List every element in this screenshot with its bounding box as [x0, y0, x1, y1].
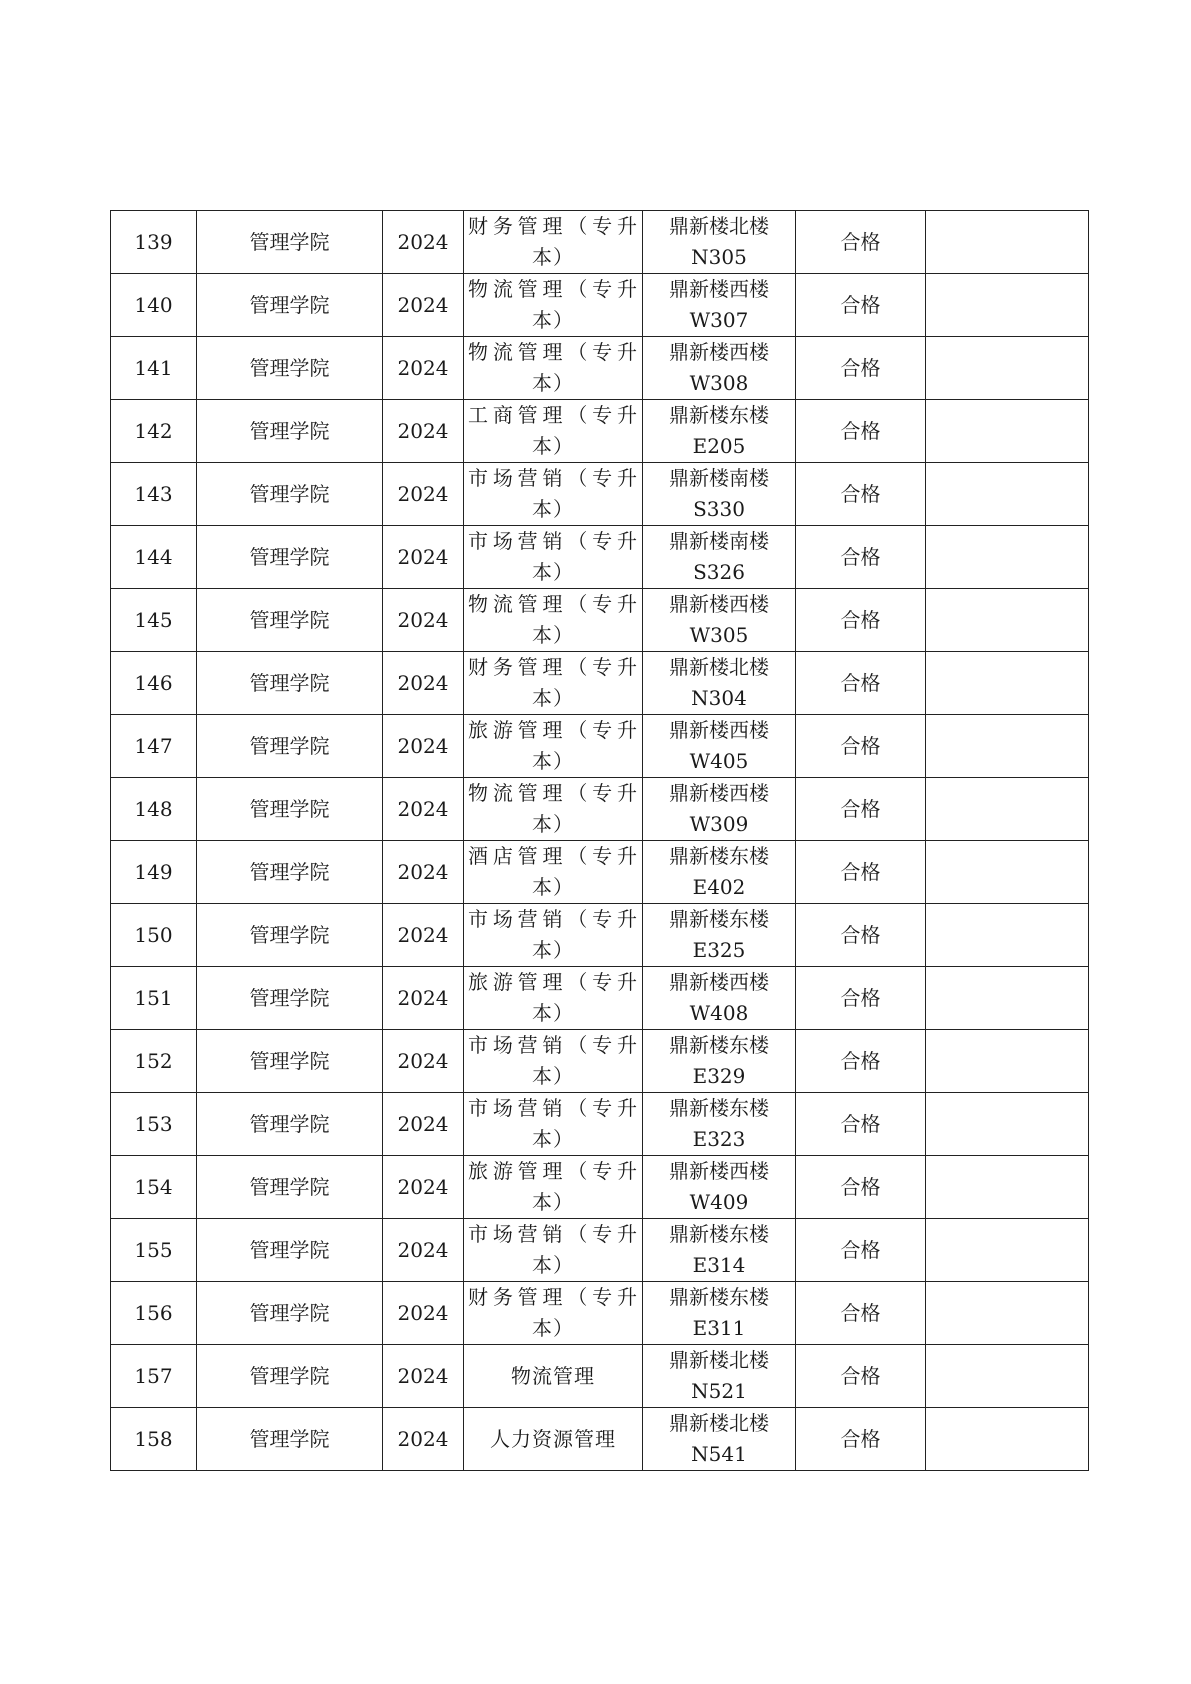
cell-location [643, 1156, 796, 1219]
cell-note [926, 841, 1089, 904]
cell-major [464, 778, 643, 841]
cell-major [464, 1030, 643, 1093]
cell-result: 合格 [796, 715, 926, 778]
cell-result: 合格 [796, 652, 926, 715]
cell-note [926, 1030, 1089, 1093]
cell-number: 158 [111, 1408, 197, 1471]
table-row [111, 841, 1089, 904]
cell-note [926, 715, 1089, 778]
cell-college: 管理学院 [197, 1282, 383, 1345]
cell-location [643, 1219, 796, 1282]
major-text: 财务管理（专升本） [468, 655, 638, 710]
building-name: 鼎新楼北楼 [669, 214, 769, 238]
table-row [111, 1093, 1089, 1156]
cell-major [464, 463, 643, 526]
table-row [111, 337, 1089, 400]
cell-note [926, 589, 1089, 652]
cell-college: 管理学院 [197, 463, 383, 526]
major-text: 物流管理（专升本） [468, 592, 638, 647]
cell-major [464, 1093, 643, 1156]
cell-major [464, 1408, 643, 1471]
table-body [111, 211, 1089, 1471]
cell-college: 管理学院 [197, 1156, 383, 1219]
cell-college: 管理学院 [197, 337, 383, 400]
room-number: W307 [689, 308, 749, 332]
cell-result: 合格 [796, 337, 926, 400]
cell-number: 157 [111, 1345, 197, 1408]
cell-number: 155 [111, 1219, 197, 1282]
building-name: 鼎新楼东楼 [669, 1096, 769, 1120]
major-text: 物流管理（专升本） [468, 340, 638, 395]
building-name: 鼎新楼西楼 [669, 1159, 769, 1183]
cell-major [464, 526, 643, 589]
cell-result: 合格 [796, 400, 926, 463]
cell-number: 151 [111, 967, 197, 1030]
cell-location [643, 463, 796, 526]
cell-note [926, 274, 1089, 337]
cell-major [464, 211, 643, 274]
cell-number: 140 [111, 274, 197, 337]
room-number: W305 [689, 623, 749, 647]
major-text: 物流管理（专升本） [468, 277, 638, 332]
cell-location [643, 337, 796, 400]
major-text: 旅游管理（专升本） [468, 1159, 638, 1214]
cell-major [464, 589, 643, 652]
cell-location [643, 1282, 796, 1345]
cell-result: 合格 [796, 463, 926, 526]
cell-note [926, 1093, 1089, 1156]
cell-number: 154 [111, 1156, 197, 1219]
cell-note [926, 1156, 1089, 1219]
cell-number: 146 [111, 652, 197, 715]
major-text: 市场营销（专升本） [468, 1222, 638, 1277]
table-row [111, 1030, 1089, 1093]
building-name: 鼎新楼东楼 [669, 1285, 769, 1309]
building-name: 鼎新楼西楼 [669, 340, 769, 364]
building-name: 鼎新楼北楼 [669, 1411, 769, 1435]
table-row [111, 463, 1089, 526]
building-name: 鼎新楼西楼 [669, 277, 769, 301]
room-number: E402 [692, 875, 746, 899]
table-row [111, 1408, 1089, 1471]
cell-year: 2024 [383, 1030, 464, 1093]
cell-number: 156 [111, 1282, 197, 1345]
building-name: 鼎新楼西楼 [669, 718, 769, 742]
cell-location [643, 841, 796, 904]
cell-note [926, 400, 1089, 463]
cell-result: 合格 [796, 1219, 926, 1282]
cell-college: 管理学院 [197, 1408, 383, 1471]
cell-result: 合格 [796, 1345, 926, 1408]
cell-year: 2024 [383, 652, 464, 715]
cell-number: 144 [111, 526, 197, 589]
table-row [111, 1156, 1089, 1219]
cell-year: 2024 [383, 778, 464, 841]
room-number: N304 [691, 686, 747, 710]
room-number: E323 [692, 1127, 746, 1151]
room-number: S326 [693, 560, 745, 584]
cell-note [926, 778, 1089, 841]
room-number: W308 [689, 371, 749, 395]
cell-college: 管理学院 [197, 652, 383, 715]
cell-major [464, 1156, 643, 1219]
table-row [111, 967, 1089, 1030]
cell-year: 2024 [383, 274, 464, 337]
cell-result: 合格 [796, 1408, 926, 1471]
cell-number: 149 [111, 841, 197, 904]
cell-year: 2024 [383, 463, 464, 526]
table-row [111, 778, 1089, 841]
cell-note [926, 967, 1089, 1030]
cell-location [643, 967, 796, 1030]
cell-year: 2024 [383, 1219, 464, 1282]
room-number: E205 [692, 434, 746, 458]
cell-result: 合格 [796, 967, 926, 1030]
cell-result: 合格 [796, 526, 926, 589]
room-number: N305 [691, 245, 747, 269]
cell-location [643, 1030, 796, 1093]
room-number: E311 [692, 1316, 746, 1340]
cell-result: 合格 [796, 1156, 926, 1219]
major-text: 人力资源管理 [490, 1426, 616, 1451]
major-text: 市场营销（专升本） [468, 466, 638, 521]
major-text: 财务管理（专升本） [468, 214, 638, 269]
cell-location [643, 715, 796, 778]
cell-note [926, 526, 1089, 589]
cell-result: 合格 [796, 1093, 926, 1156]
cell-college: 管理学院 [197, 211, 383, 274]
room-number: E314 [692, 1253, 746, 1277]
cell-result: 合格 [796, 841, 926, 904]
building-name: 鼎新楼东楼 [669, 1033, 769, 1057]
cell-major [464, 1219, 643, 1282]
room-number: W409 [689, 1190, 749, 1214]
room-number: W408 [689, 1001, 749, 1025]
table-row [111, 1219, 1089, 1282]
room-number: S330 [693, 497, 745, 521]
cell-number: 147 [111, 715, 197, 778]
cell-year: 2024 [383, 1408, 464, 1471]
cell-result: 合格 [796, 589, 926, 652]
cell-major [464, 337, 643, 400]
cell-result: 合格 [796, 1282, 926, 1345]
room-number: N541 [691, 1442, 747, 1466]
room-number: W405 [689, 749, 749, 773]
cell-college: 管理学院 [197, 967, 383, 1030]
cell-number: 152 [111, 1030, 197, 1093]
cell-major [464, 274, 643, 337]
cell-year: 2024 [383, 1345, 464, 1408]
cell-number: 150 [111, 904, 197, 967]
building-name: 鼎新楼北楼 [669, 655, 769, 679]
table-row [111, 652, 1089, 715]
cell-college: 管理学院 [197, 274, 383, 337]
cell-location [643, 589, 796, 652]
building-name: 鼎新楼南楼 [669, 529, 769, 553]
table-row [111, 211, 1089, 274]
cell-college: 管理学院 [197, 1093, 383, 1156]
major-text: 财务管理（专升本） [468, 1285, 638, 1340]
cell-year: 2024 [383, 1093, 464, 1156]
cell-major [464, 1345, 643, 1408]
cell-result: 合格 [796, 211, 926, 274]
room-number: N521 [691, 1379, 747, 1403]
building-name: 鼎新楼南楼 [669, 466, 769, 490]
major-text: 市场营销（专升本） [468, 529, 638, 584]
cell-location [643, 1408, 796, 1471]
cell-number: 153 [111, 1093, 197, 1156]
cell-result: 合格 [796, 274, 926, 337]
cell-note [926, 211, 1089, 274]
cell-college: 管理学院 [197, 841, 383, 904]
cell-college: 管理学院 [197, 1345, 383, 1408]
major-text: 市场营销（专升本） [468, 1096, 638, 1151]
room-number: E329 [692, 1064, 746, 1088]
cell-location [643, 211, 796, 274]
major-text: 工商管理（专升本） [468, 403, 638, 458]
cell-year: 2024 [383, 337, 464, 400]
cell-location [643, 652, 796, 715]
cell-year: 2024 [383, 715, 464, 778]
cell-major [464, 400, 643, 463]
cell-location [643, 1345, 796, 1408]
cell-year: 2024 [383, 841, 464, 904]
cell-location [643, 1093, 796, 1156]
cell-college: 管理学院 [197, 589, 383, 652]
cell-college: 管理学院 [197, 526, 383, 589]
cell-college: 管理学院 [197, 904, 383, 967]
table-row [111, 715, 1089, 778]
major-text: 市场营销（专升本） [468, 1033, 638, 1088]
cell-major [464, 904, 643, 967]
room-number: W309 [689, 812, 749, 836]
building-name: 鼎新楼东楼 [669, 1222, 769, 1246]
cell-note [926, 463, 1089, 526]
cell-major [464, 715, 643, 778]
room-number: E325 [692, 938, 746, 962]
cell-note [926, 337, 1089, 400]
major-text: 市场营销（专升本） [468, 907, 638, 962]
table-row [111, 1345, 1089, 1408]
cell-note [926, 1345, 1089, 1408]
cell-college: 管理学院 [197, 400, 383, 463]
cell-year: 2024 [383, 1282, 464, 1345]
cell-number: 143 [111, 463, 197, 526]
cell-location [643, 400, 796, 463]
cell-major [464, 841, 643, 904]
cell-number: 148 [111, 778, 197, 841]
cell-location [643, 904, 796, 967]
table-row [111, 589, 1089, 652]
building-name: 鼎新楼东楼 [669, 907, 769, 931]
table-row [111, 274, 1089, 337]
results-table [110, 210, 1089, 1471]
cell-result: 合格 [796, 778, 926, 841]
cell-number: 139 [111, 211, 197, 274]
cell-note [926, 1408, 1089, 1471]
cell-year: 2024 [383, 1156, 464, 1219]
building-name: 鼎新楼西楼 [669, 781, 769, 805]
table-row [111, 904, 1089, 967]
building-name: 鼎新楼北楼 [669, 1348, 769, 1372]
cell-result: 合格 [796, 1030, 926, 1093]
cell-number: 142 [111, 400, 197, 463]
cell-college: 管理学院 [197, 778, 383, 841]
cell-note [926, 1282, 1089, 1345]
cell-year: 2024 [383, 526, 464, 589]
major-text: 旅游管理（专升本） [468, 718, 638, 773]
cell-major [464, 652, 643, 715]
cell-year: 2024 [383, 967, 464, 1030]
cell-college: 管理学院 [197, 1030, 383, 1093]
cell-location [643, 526, 796, 589]
cell-year: 2024 [383, 904, 464, 967]
building-name: 鼎新楼西楼 [669, 970, 769, 994]
table-row [111, 526, 1089, 589]
major-text: 酒店管理（专升本） [468, 844, 638, 899]
cell-location [643, 778, 796, 841]
cell-year: 2024 [383, 211, 464, 274]
major-text: 物流管理（专升本） [468, 781, 638, 836]
building-name: 鼎新楼东楼 [669, 844, 769, 868]
major-text: 旅游管理（专升本） [468, 970, 638, 1025]
building-name: 鼎新楼西楼 [669, 592, 769, 616]
cell-note [926, 1219, 1089, 1282]
cell-note [926, 652, 1089, 715]
table-row [111, 400, 1089, 463]
cell-year: 2024 [383, 589, 464, 652]
cell-number: 145 [111, 589, 197, 652]
major-text: 物流管理 [511, 1363, 595, 1388]
cell-college: 管理学院 [197, 715, 383, 778]
table-row [111, 1282, 1089, 1345]
cell-number: 141 [111, 337, 197, 400]
cell-result: 合格 [796, 904, 926, 967]
cell-year: 2024 [383, 400, 464, 463]
cell-location [643, 274, 796, 337]
cell-major [464, 1282, 643, 1345]
cell-college: 管理学院 [197, 1219, 383, 1282]
cell-major [464, 967, 643, 1030]
cell-note [926, 904, 1089, 967]
building-name: 鼎新楼东楼 [669, 403, 769, 427]
